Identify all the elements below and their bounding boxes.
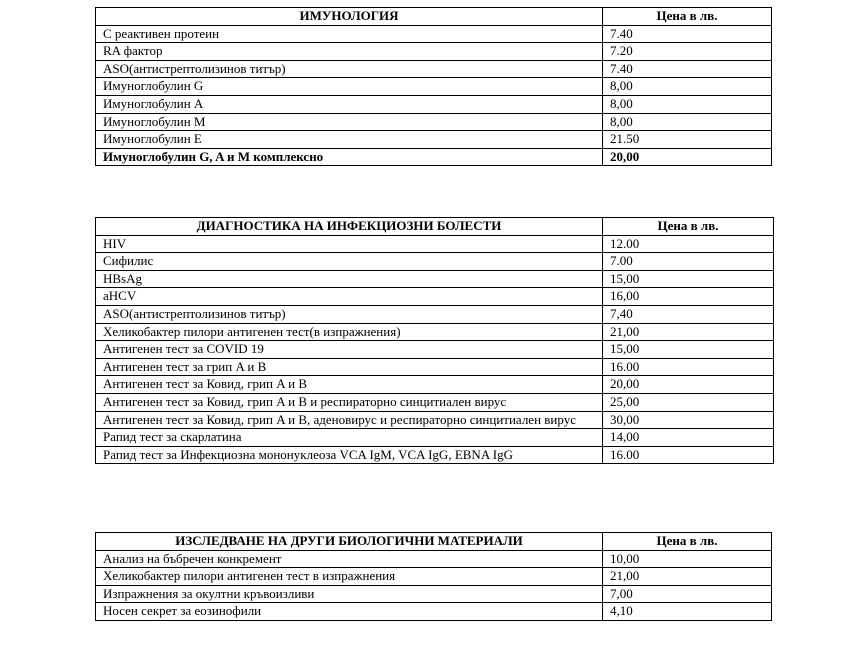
test-price: 20,00 (603, 376, 774, 394)
test-name: Анализ на бъбречен конкремент (96, 550, 603, 568)
table-title: ИЗСЛЕДВАНЕ НА ДРУГИ БИОЛОГИЧНИ МАТЕРИАЛИ (96, 533, 603, 551)
test-price: 16.00 (603, 446, 774, 464)
test-price: 10,00 (603, 550, 772, 568)
test-price: 12.00 (603, 235, 774, 253)
table-header-row (96, 8, 772, 26)
table-row (96, 341, 774, 359)
table-row (96, 78, 772, 96)
test-price: 4,10 (603, 603, 772, 621)
test-price: 25,00 (603, 393, 774, 411)
test-name: Носен секрет за еозинофили (96, 603, 603, 621)
table-row (96, 113, 772, 131)
table-row (96, 358, 774, 376)
table-row (96, 305, 774, 323)
test-name: Имуноглобулин G (96, 78, 603, 96)
test-name: HBsAg (96, 270, 603, 288)
test-price: 16,00 (603, 288, 774, 306)
test-name: Имуноглобулин M (96, 113, 603, 131)
table-title: ДИАГНОСТИКА НА ИНФЕКЦИОЗНИ БОЛЕСТИ (96, 218, 603, 236)
price-header: Цена в лв. (603, 8, 772, 26)
table-row (96, 411, 774, 429)
test-price: 7,40 (603, 305, 774, 323)
test-name: Антигенен тест за Ковид, грип A и B и респираторно синцитиален вирус (96, 393, 603, 411)
test-name: Антигенен тест за грип A и B (96, 358, 603, 376)
table-row (96, 270, 774, 288)
test-price: 21,00 (603, 568, 772, 586)
table-row (96, 288, 774, 306)
test-price: 7.00 (603, 253, 774, 271)
table-header-row (96, 218, 774, 236)
test-price: 8,00 (603, 113, 772, 131)
test-price: 7.20 (603, 43, 772, 61)
table-row (96, 376, 774, 394)
table-row (96, 43, 772, 61)
test-name: Хеликобактер пилори антигенен тест в изпражнения (96, 568, 603, 586)
table-row (96, 131, 772, 149)
test-name: aHCV (96, 288, 603, 306)
table-row (96, 235, 774, 253)
test-name: Изпражнения за окултни кръвоизливи (96, 585, 603, 603)
infectious-diseases-table (95, 217, 774, 464)
table-row (96, 446, 774, 464)
table-header-row (96, 533, 772, 551)
table-row (96, 585, 772, 603)
test-name: Сифилис (96, 253, 603, 271)
test-price: 20,00 (603, 148, 772, 166)
test-name: RA фактор (96, 43, 603, 61)
test-price: 8,00 (603, 95, 772, 113)
test-name: Антигенен тест за Ковид, грип A и B, аденовирус и респираторно синцитиален вирус (96, 411, 603, 429)
table-row (96, 25, 772, 43)
test-name: Имуноглобулин A (96, 95, 603, 113)
test-name: Имуноглобулин E (96, 131, 603, 149)
test-price: 14,00 (603, 429, 774, 447)
price-header: Цена в лв. (603, 533, 772, 551)
immunology-table (95, 7, 772, 166)
test-price: 16.00 (603, 358, 774, 376)
test-price: 7,00 (603, 585, 772, 603)
test-price: 8,00 (603, 78, 772, 96)
table-row (96, 323, 774, 341)
table-row (96, 429, 774, 447)
test-price: 7.40 (603, 25, 772, 43)
test-price: 15,00 (603, 341, 774, 359)
test-name: Рапид тест за скарлатина (96, 429, 603, 447)
test-name: Хеликобактер пилори антигенен тест(в изпражнения) (96, 323, 603, 341)
test-name: ASO(антистрептолизинов титър) (96, 305, 603, 323)
table-row (96, 60, 772, 78)
test-name: Антигенен тест за COVID 19 (96, 341, 603, 359)
table-row (96, 253, 774, 271)
test-name: С реактивен протеин (96, 25, 603, 43)
table-row (96, 568, 772, 586)
table-title: ИМУНОЛОГИЯ (96, 8, 603, 26)
test-price: 30,00 (603, 411, 774, 429)
test-name: Рапид тест за Инфекциозна мононуклеоза VCA IgM, VCA IgG, EBNA IgG (96, 446, 603, 464)
test-price: 21.50 (603, 131, 772, 149)
table-row (96, 603, 772, 621)
price-header: Цена в лв. (603, 218, 774, 236)
table-row (96, 95, 772, 113)
test-price: 15,00 (603, 270, 774, 288)
test-name: ASO(антистрептолизинов титър) (96, 60, 603, 78)
table-row (96, 393, 774, 411)
test-price: 21,00 (603, 323, 774, 341)
test-price: 7.40 (603, 60, 772, 78)
table-row (96, 550, 772, 568)
table-row (96, 148, 772, 166)
other-materials-table (95, 532, 772, 621)
test-name: Антигенен тест за Ковид, грип A и B (96, 376, 603, 394)
test-name: Имуноглобулин G, A и M комплексно (96, 148, 603, 166)
test-name: HIV (96, 235, 603, 253)
